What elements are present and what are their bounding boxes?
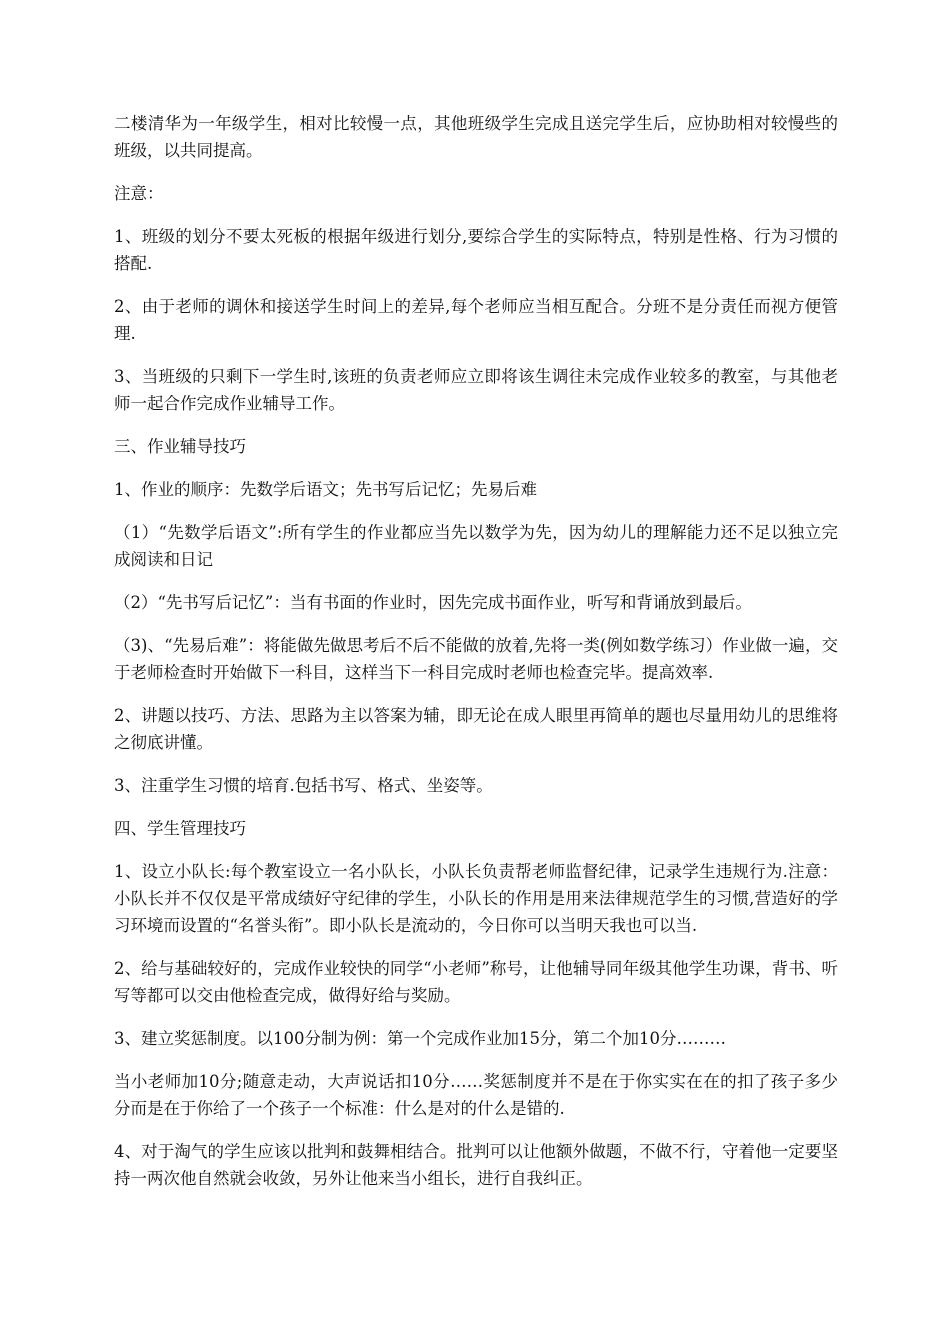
- paragraph-intro: 二楼清华为一年级学生，相对比较慢一点，其他班级学生完成且送完学生后，应协助相对较慢些的班级，以共同提高。: [114, 114, 838, 160]
- paragraph-homework-explain: 2、讲题以技巧、方法、思路为主以答案为辅，即无论在成人眼里再简单的题也尽量用幼儿的思维将之彻底讲懂。: [114, 706, 838, 752]
- paragraph-note-1: 1、班级的划分不要太死板的根据年级进行划分,要综合学生的实际特点，特别是性格、行为习惯的搭配.: [114, 227, 838, 273]
- paragraph-management-2: 2、给与基础较好的，完成作业较快的同学“小老师”称号，让他辅导同年级其他学生功课，背书、听写等都可以交由他检查完成，做得好给与奖励。: [114, 959, 838, 1005]
- paragraph-management-3: 3、建立奖惩制度。以100分制为例：第一个完成作业加15分，第二个加10分………: [114, 1029, 726, 1048]
- paragraph-management-3-cont: 当小老师加10分;随意走动，大声说话扣10分……奖惩制度并不是在于你实实在在的扣了孩子多少分而是在于你给了一个孩子一个标准：什么是对的什么是错的.: [114, 1072, 838, 1118]
- document-page: [114, 110, 838, 1208]
- paragraph-homework-order-3: （3)、“先易后难”：将能做先做思考后不后不能做的放着,先将一类(例如数学练习）作业做一遍，交于老师检查时开始做下一科目，这样当下一科目完成时老师也检查完毕。提高效率.: [114, 636, 838, 682]
- paragraph-homework-order-2: （2）“先书写后记忆”：当有书面的作业时，因先完成书面作业，听写和背诵放到最后。: [114, 593, 752, 612]
- paragraph-note-heading: 注意：: [114, 184, 164, 203]
- paragraph-management-4: 4、对于淘气的学生应该以批判和鼓舞相结合。批判可以让他额外做题，不做不行，守着他一定要坚持一两次他自然就会收敛，另外让他来当小组长，进行自我纠正。: [114, 1142, 838, 1188]
- section-heading-homework-tips: 三、作业辅导技巧: [114, 437, 246, 456]
- paragraph-homework-order: 1、作业的顺序：先数学后语文；先书写后记忆；先易后难: [114, 480, 537, 499]
- paragraph-homework-habits: 3、注重学生习惯的培育.包括书写、格式、坐姿等。: [114, 776, 493, 795]
- paragraph-note-3: 3、当班级的只剩下一学生时,该班的负责老师应立即将该生调往未完成作业较多的教室，与其他老师一起合作完成作业辅导工作。: [114, 367, 838, 413]
- paragraph-note-2: 2、由于老师的调休和接送学生时间上的差异,每个老师应当相互配合。分班不是分责任而视方便管理.: [114, 297, 838, 343]
- section-heading-student-management: 四、学生管理技巧: [114, 819, 246, 838]
- paragraph-management-1: 1、设立小队长:每个教室设立一名小队长，小队长负责帮老师监督纪律，记录学生违规行为.注意：小队长并不仅仅是平常成绩好守纪律的学生，小队长的作用是用来法律规范学生的习惯,营造好的学习环境而设置的“名誉头衔”。即小队长是流动的，今日你可以当明天我也可以当.: [114, 862, 838, 935]
- paragraph-homework-order-1: （1）“先数学后语文”:所有学生的作业都应当先以数学为先，因为幼儿的理解能力还不足以独立完成阅读和日记: [114, 523, 838, 569]
